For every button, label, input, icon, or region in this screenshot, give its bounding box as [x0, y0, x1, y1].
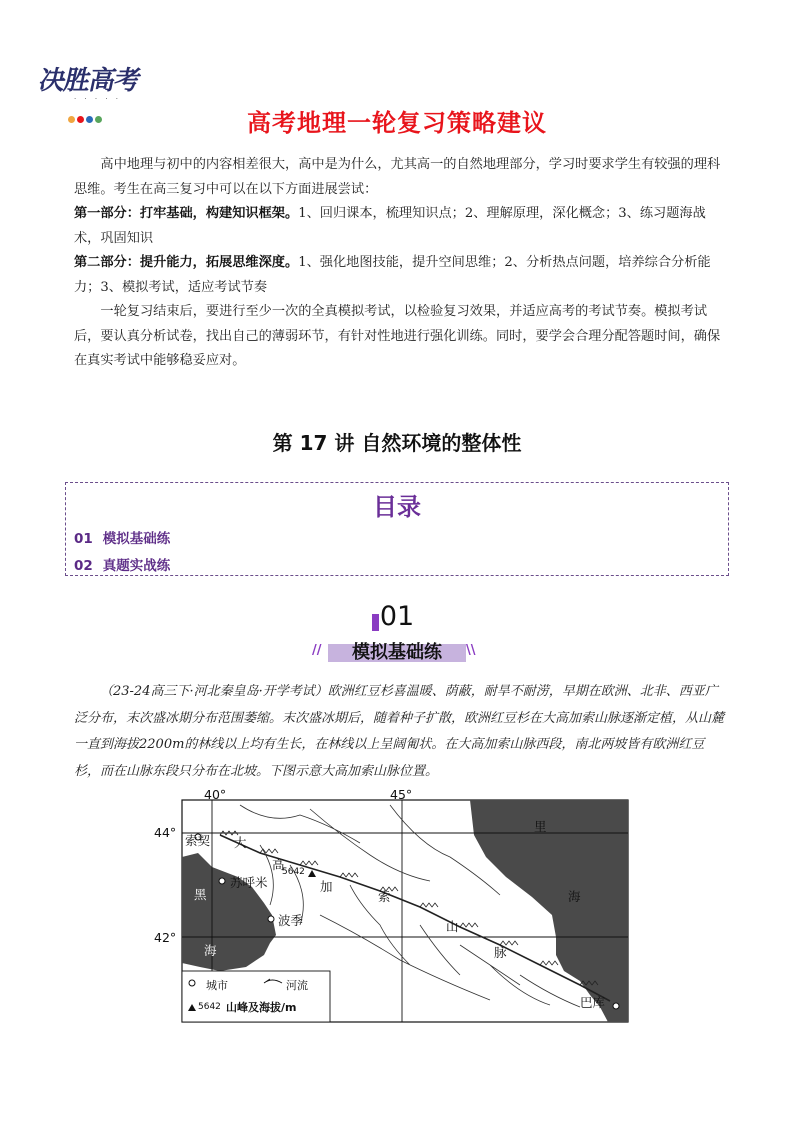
- part1-paragraph: [74, 202, 724, 251]
- caspian-sea-label: 里: [534, 819, 547, 834]
- section-name: 模拟基础练: [352, 642, 442, 663]
- longitude-label: 40°: [204, 787, 227, 802]
- black-sea-label: 海: [204, 943, 217, 958]
- part2-label: 第二部分：提升能力，拓展思维深度。: [74, 255, 299, 270]
- black-sea-label: 黑: [194, 887, 207, 902]
- city-label-sukhumi: 苏呼米: [230, 875, 268, 890]
- section-number: 01: [379, 601, 415, 632]
- caucasus-map: [154, 785, 636, 1025]
- summary-paragraph: 一轮复习结束后，要进行至少一次的全真模拟考试，以检验复习效果，并适应高考的考试节奏。模拟考试后，要认真分析试卷，找出自己的薄弱环节，有针对性地进行强化训练。同时，要学会合理分配答题时间，确保在真实考试中能够稳妥应对。: [74, 304, 721, 368]
- range-label: 高: [272, 857, 285, 872]
- caspian-sea-label: 海: [568, 889, 581, 904]
- section-left-decoration: //: [312, 643, 322, 658]
- legend-peak-label: 山峰及海拔/m: [226, 1001, 297, 1014]
- question-text: （23-24高三下·河北秦皇岛·开学考试）欧洲红豆杉喜温暖、荫蔽，耐旱不耐涝，早期在欧洲、北非、西亚广泛分布，末次盛冰期分布范围萎缩。末次盛冰期后，随着种子扩散，欧洲红豆杉在大高加索山脉逐渐定植，从山麓一直到海拔2200m的林线以上均有生长，在林线以上呈阔匍状。在大高加索山脉西段，南北两坡皆有欧洲红豆杉，而在山脉东段只分布在北坡。下图示意大高加索山脉位置。: [74, 684, 725, 779]
- part1-text: 1、回归课本，梳理知识点；2、理解原理，深化概念；3、练习题海战术，巩固知识: [74, 206, 706, 246]
- toc-item-number: 02: [74, 558, 93, 574]
- range-label: 索: [378, 889, 391, 904]
- toc-title: 目录: [373, 493, 421, 521]
- toc-item-1[interactable]: [74, 527, 170, 547]
- range-label: 山: [446, 919, 459, 934]
- range-label: 脉: [494, 945, 507, 960]
- range-label: 大: [234, 835, 247, 850]
- page-title: 高考地理一轮复习策略建议: [247, 109, 547, 137]
- peak-elevation-label: 5642: [282, 867, 305, 877]
- part2-text: 1、强化地图技能，提升空间思维；2、分析热点问题，培养综合分析能力；3、模拟考试，适应考试节奏: [74, 255, 711, 295]
- toc-item-number: 01: [74, 531, 93, 547]
- legend-peak-value: 5642: [198, 1002, 221, 1012]
- map-graphic: [160, 785, 636, 1025]
- part1-label: 第一部分：打牢基础，构建知识框架。: [74, 206, 299, 221]
- latitude-label: 44°: [154, 825, 177, 840]
- logo-subtext: · · · · ·: [74, 95, 122, 103]
- toc-item-label: 模拟基础练: [102, 531, 171, 547]
- table-of-contents: [65, 482, 729, 576]
- lecture-title: 第 17 讲 自然环境的整体性: [272, 431, 522, 455]
- latitude-label: 42°: [154, 930, 177, 945]
- part2-paragraph: [74, 251, 724, 300]
- range-label: 加: [320, 879, 333, 894]
- logo-text: 决胜高考: [36, 66, 143, 96]
- legend-river-label: 河流: [286, 979, 308, 992]
- section-right-decoration: \\: [466, 643, 476, 658]
- section-heading: [312, 638, 482, 664]
- city-label-baku: 巴库: [580, 995, 606, 1010]
- city-label-sochi: 索契: [185, 833, 211, 848]
- toc-item-label: 真题实战练: [102, 558, 171, 574]
- city-label-poti: 波季: [278, 913, 304, 928]
- longitude-label: 45°: [390, 787, 413, 802]
- intro-paragraph: 高中地理与初中的内容相差很大，高中是为什么，尤其高一的自然地理部分，学习时要求学生有较强的理科思维。考生在高三复习中可以在以下方面进展尝试：: [74, 157, 721, 197]
- legend-city-label: 城市: [206, 979, 228, 992]
- toc-item-2[interactable]: [74, 554, 170, 574]
